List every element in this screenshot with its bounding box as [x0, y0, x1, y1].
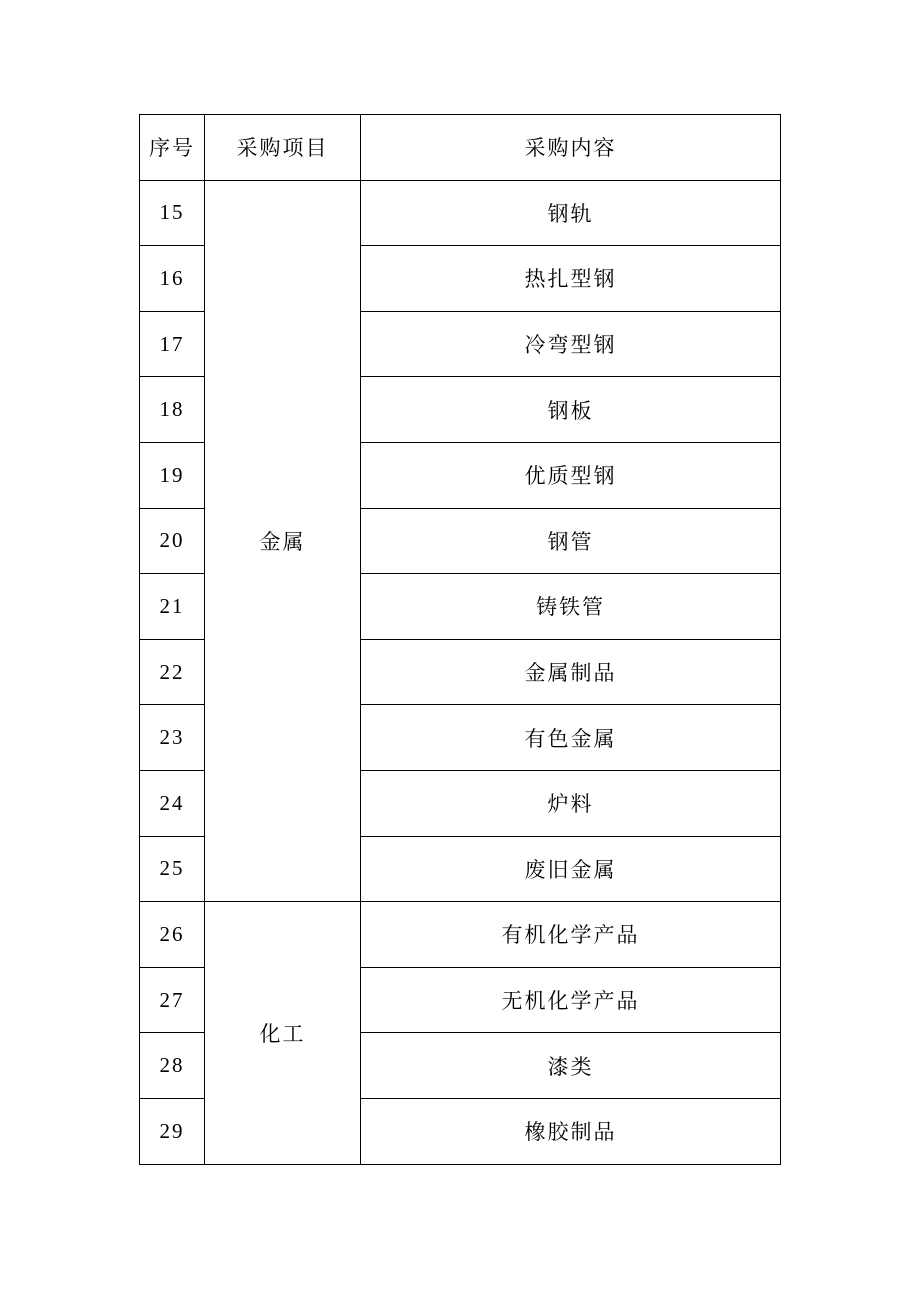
header-category: 采购项目: [205, 115, 361, 181]
row-index: 22: [140, 639, 205, 705]
procurement-table: [139, 114, 781, 1165]
row-index: 16: [140, 246, 205, 312]
table-header-row: [140, 115, 781, 181]
row-content: 钢板: [361, 377, 781, 443]
row-index: 27: [140, 967, 205, 1033]
row-index: 24: [140, 770, 205, 836]
row-content: 钢管: [361, 508, 781, 574]
row-content: 冷弯型钢: [361, 311, 781, 377]
category-cell-chemical: 化工: [205, 902, 361, 1164]
row-index: 18: [140, 377, 205, 443]
row-content: 金属制品: [361, 639, 781, 705]
row-content: 钢轨: [361, 180, 781, 246]
row-content: 铸铁管: [361, 574, 781, 640]
row-index: 20: [140, 508, 205, 574]
row-content: 有色金属: [361, 705, 781, 771]
row-index: 15: [140, 180, 205, 246]
row-index: 21: [140, 574, 205, 640]
row-content: 热扎型钢: [361, 246, 781, 312]
row-content: 橡胶制品: [361, 1098, 781, 1164]
row-index: 17: [140, 311, 205, 377]
header-content: 采购内容: [361, 115, 781, 181]
table-row: [140, 902, 781, 968]
row-content: 优质型钢: [361, 442, 781, 508]
row-content: 有机化学产品: [361, 902, 781, 968]
row-index: 19: [140, 442, 205, 508]
row-index: 28: [140, 1033, 205, 1099]
row-index: 23: [140, 705, 205, 771]
row-index: 29: [140, 1098, 205, 1164]
row-content: 漆类: [361, 1033, 781, 1099]
table-row: [140, 180, 781, 246]
header-index: 序号: [140, 115, 205, 181]
row-content: 废旧金属: [361, 836, 781, 902]
row-content: 炉料: [361, 770, 781, 836]
row-content: 无机化学产品: [361, 967, 781, 1033]
row-index: 26: [140, 902, 205, 968]
row-index: 25: [140, 836, 205, 902]
category-cell-metal: 金属: [205, 180, 361, 902]
